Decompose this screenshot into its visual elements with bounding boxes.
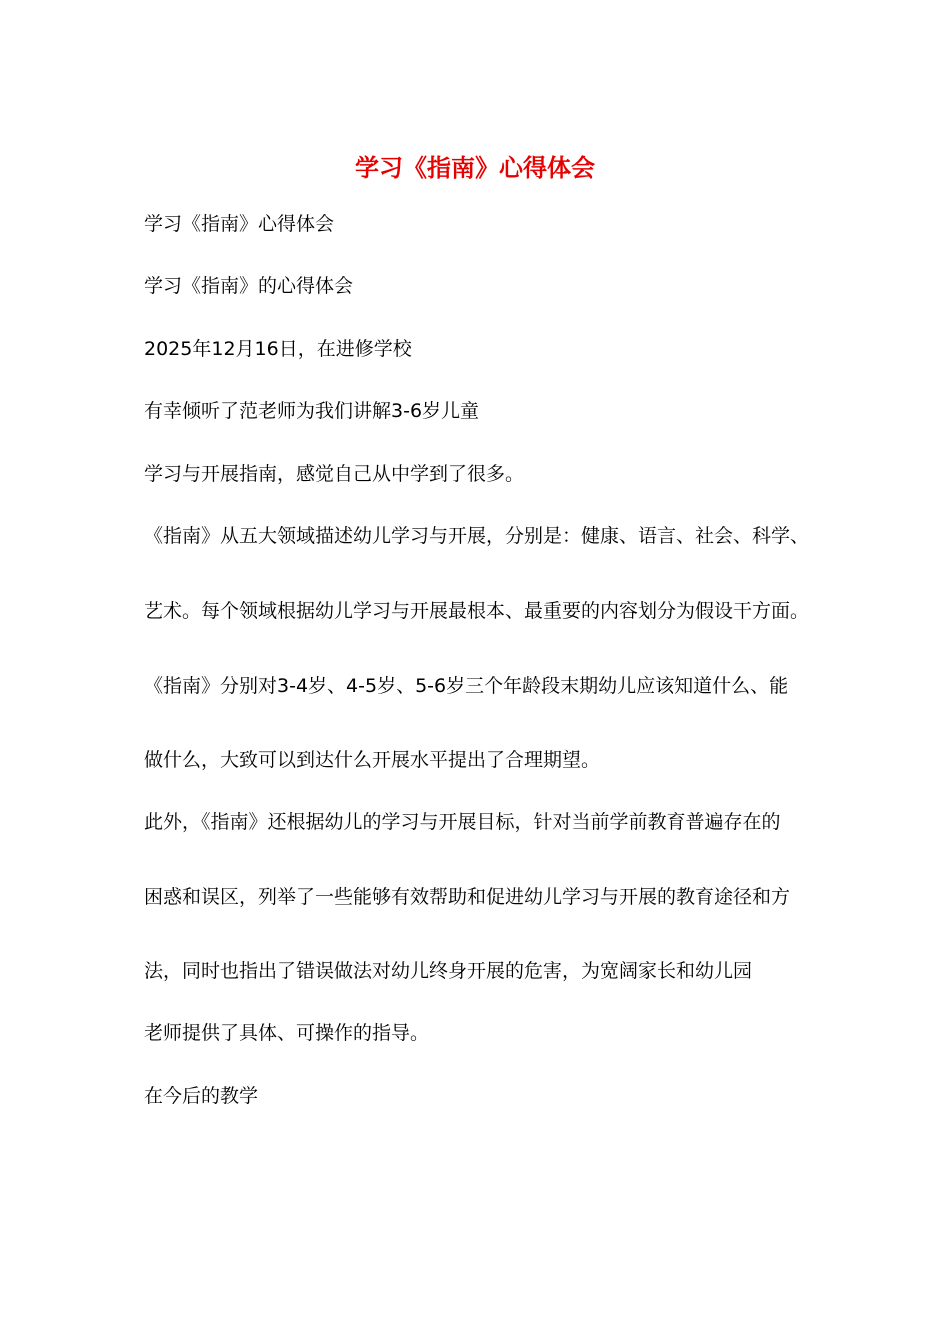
text-line: 《指南》从五大领域描述幼儿学习与开展，分别是：健康、语言、社会、科学、 bbox=[144, 525, 810, 547]
text-line: 艺术。每个领域根据幼儿学习与开展最根本、最重要的内容划分为假设干方面。 bbox=[144, 600, 810, 622]
text-line: 有幸倾听了范老师为我们讲解3-6岁儿童 bbox=[144, 400, 480, 422]
text-line: 学习与开展指南，感觉自己从中学到了很多。 bbox=[144, 463, 525, 485]
text-line: 此外，《指南》还根据幼儿的学习与开展目标，针对当前学前教育普遍存在的 bbox=[144, 811, 781, 833]
text-line: 在今后的教学 bbox=[144, 1085, 259, 1107]
text-line: 困惑和误区，列举了一些能够有效帮助和促进幼儿学习与开展的教育途径和方 bbox=[144, 886, 791, 908]
text-line: 学习《指南》的心得体会 bbox=[144, 275, 354, 297]
document-title: 学习《指南》心得体会 bbox=[355, 154, 595, 182]
text-line: 2025年12月16日，在进修学校 bbox=[144, 338, 412, 360]
text-line: 学习《指南》心得体会 bbox=[144, 213, 335, 235]
text-line: 法，同时也指出了错误做法对幼儿终身开展的危害，为宽阔家长和幼儿园 bbox=[144, 960, 753, 982]
text-line: 做什么，大致可以到达什么开展水平提出了合理期望。 bbox=[144, 749, 601, 771]
text-line: 《指南》分别对3-4岁、4-5岁、5-6岁三个年龄段末期幼儿应该知道什么、能 bbox=[144, 675, 789, 697]
text-line: 老师提供了具体、可操作的指导。 bbox=[144, 1022, 430, 1044]
